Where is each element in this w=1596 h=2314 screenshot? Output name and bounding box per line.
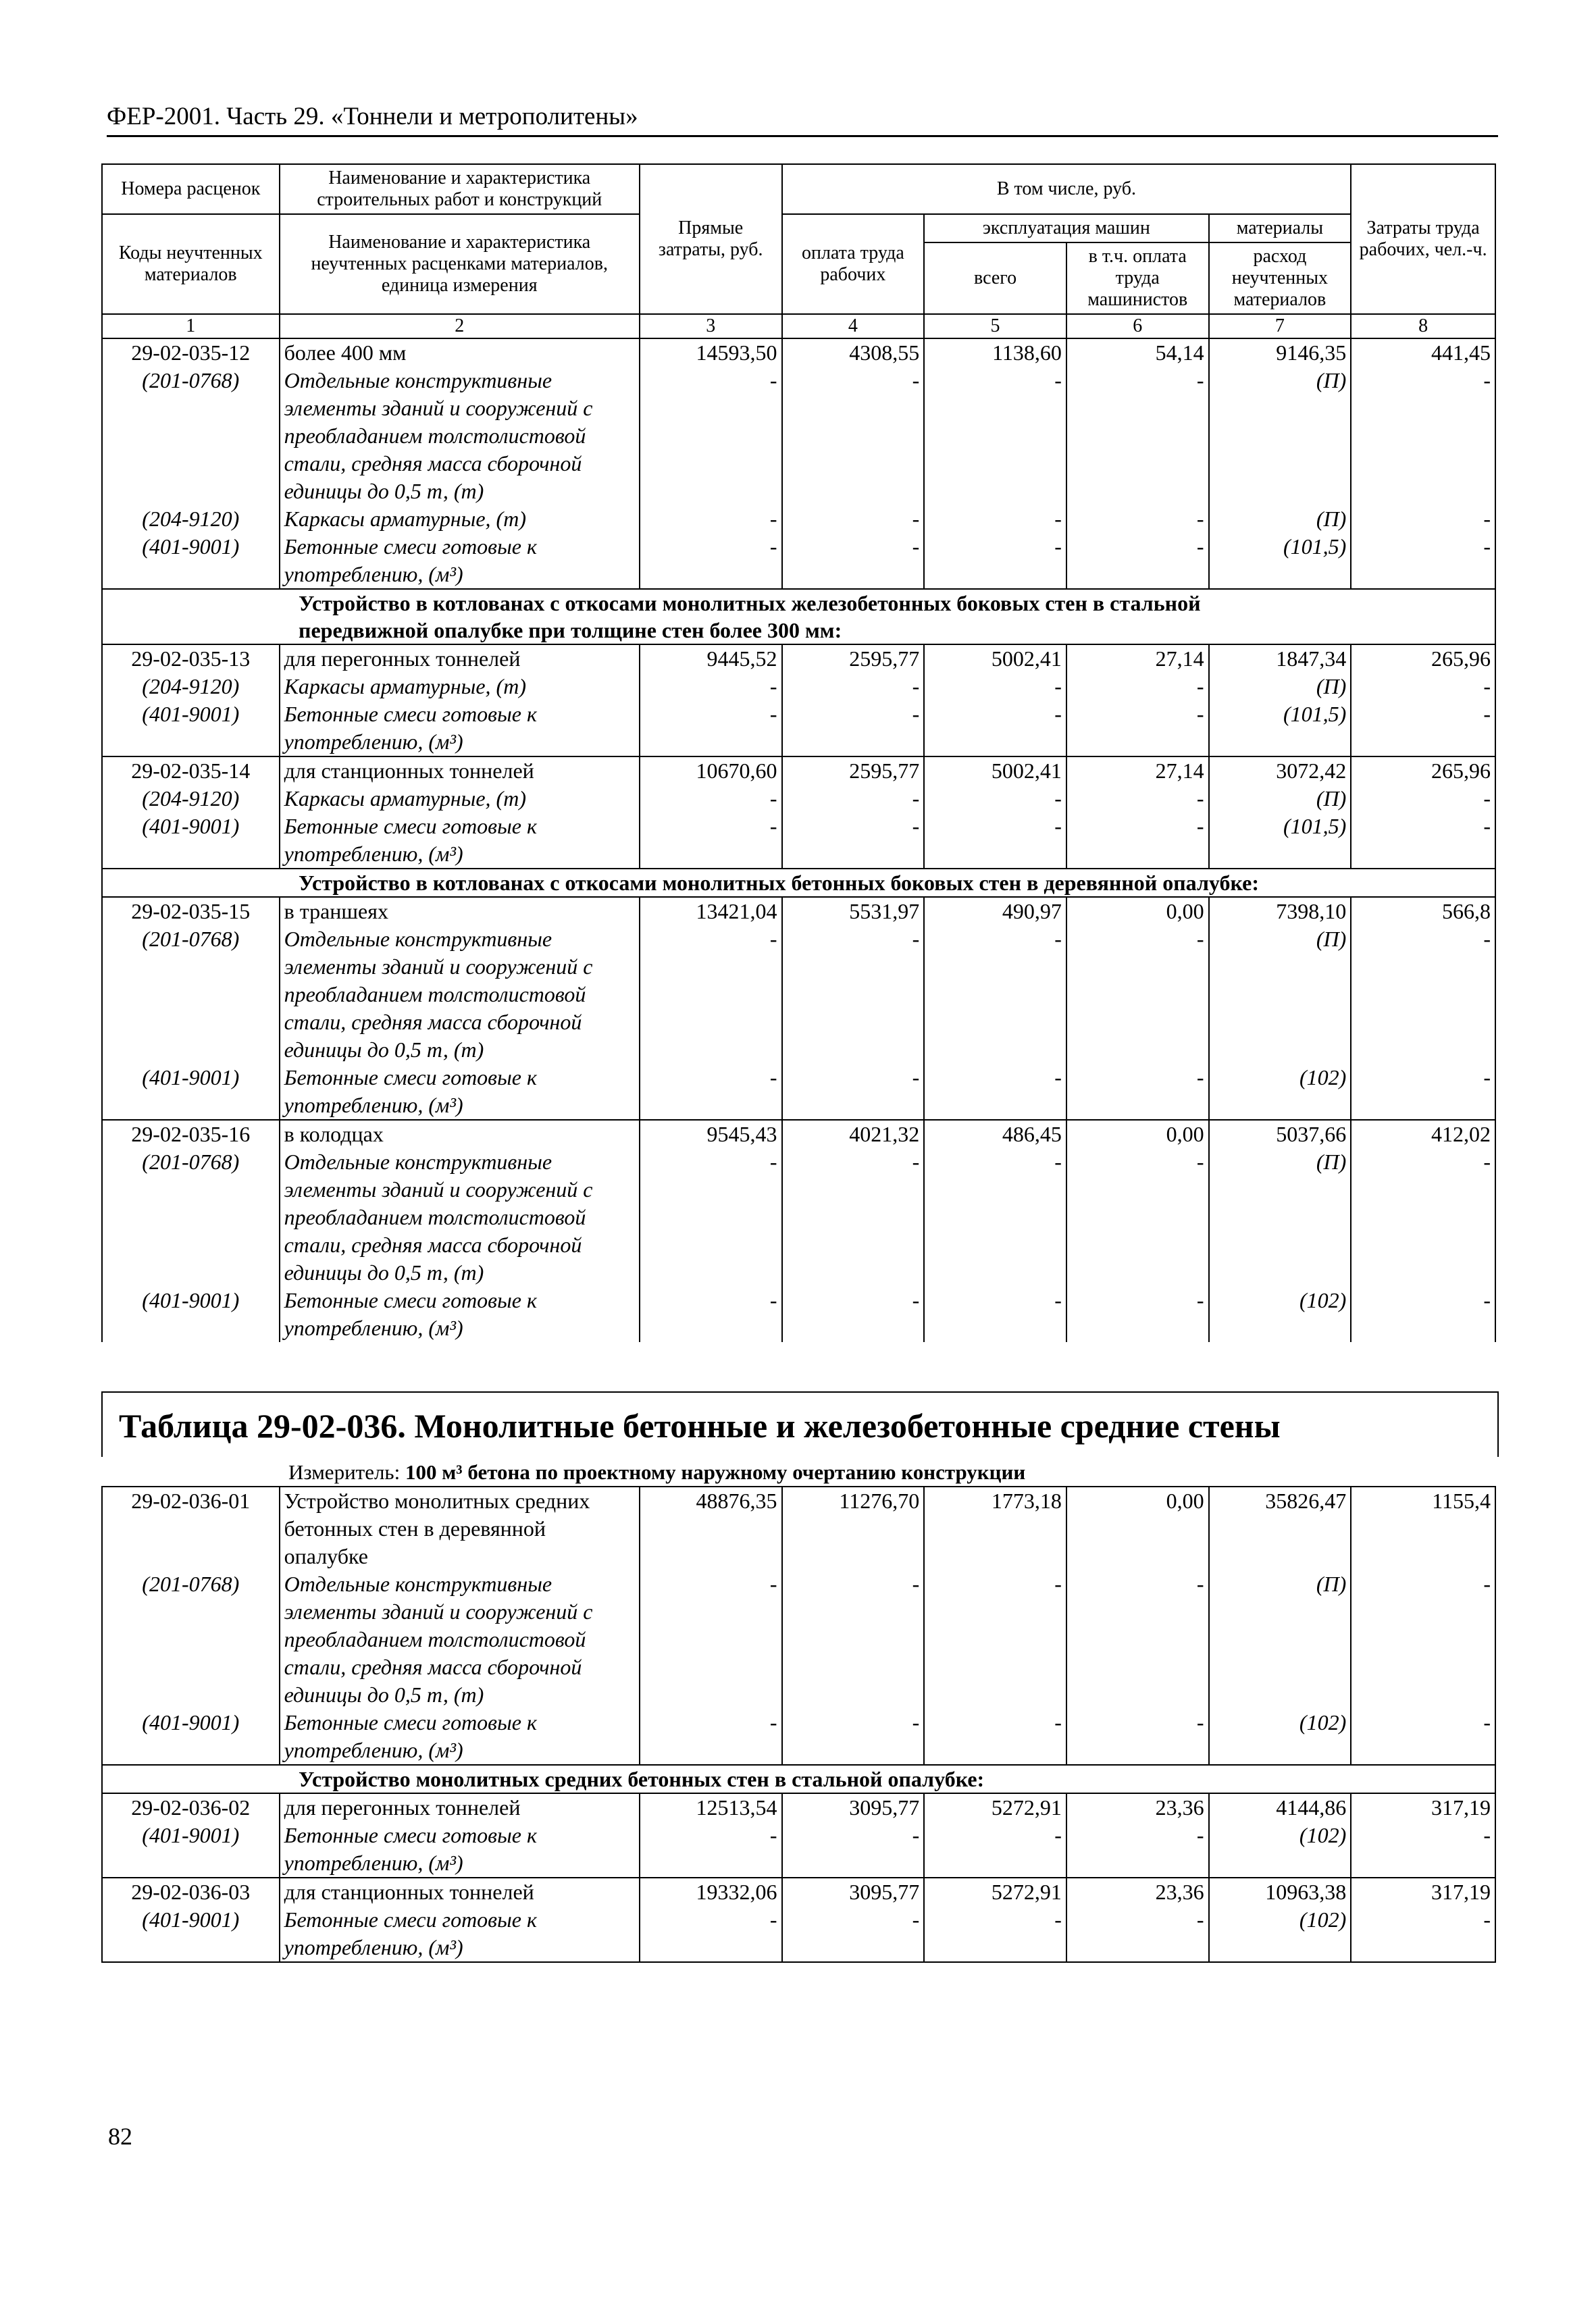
value-cell: 10670,60 [640, 756, 782, 785]
table-meter [288, 1460, 1025, 1485]
value-cell: 11276,70 [782, 1487, 925, 1570]
value-cell: - [1351, 813, 1495, 869]
material-name: Бетонные смеси готовые к употреблению, (м³) [280, 700, 640, 756]
value-cell: (102) [1209, 1064, 1352, 1120]
value-cell: - [924, 1709, 1066, 1765]
value-cell: - [1351, 1570, 1495, 1709]
value-cell: 1155,4 [1351, 1487, 1495, 1570]
value-cell: - [924, 785, 1066, 813]
value-cell: - [640, 1822, 782, 1878]
value-cell: 5272,91 [924, 1793, 1066, 1822]
value-cell: - [782, 813, 925, 869]
value-cell: 412,02 [1351, 1120, 1495, 1148]
material-row [102, 505, 1495, 533]
value-cell: - [782, 1064, 925, 1120]
material-code: (401-9001) [102, 1906, 280, 1962]
value-cell: 4308,55 [782, 338, 925, 367]
value-cell: - [1351, 1709, 1495, 1765]
value-cell: - [924, 1570, 1066, 1709]
rates-table-029-02-035 [101, 163, 1496, 1342]
material-row [102, 1709, 1495, 1765]
value-cell: 23,36 [1066, 1878, 1209, 1906]
value-cell: 265,96 [1351, 756, 1495, 785]
value-cell: - [640, 1064, 782, 1120]
value-cell: - [1066, 785, 1209, 813]
material-row [102, 1906, 1495, 1962]
value-cell: 9545,43 [640, 1120, 782, 1148]
material-code: (401-9001) [102, 1064, 280, 1120]
value-cell: - [640, 1570, 782, 1709]
rate-code: 29-02-035-14 [102, 756, 280, 785]
rate-code: 29-02-036-01 [102, 1487, 280, 1570]
value-cell: 5531,97 [782, 897, 925, 925]
material-row [102, 673, 1495, 700]
material-name: Бетонные смеси готовые к употреблению, (м³) [280, 1822, 640, 1878]
material-code: (201-0768) [102, 1570, 280, 1709]
value-cell: 27,14 [1066, 644, 1209, 673]
value-cell: - [782, 1148, 925, 1287]
value-cell: 1773,18 [924, 1487, 1066, 1570]
value-cell: - [1066, 1287, 1209, 1342]
material-code: (204-9120) [102, 673, 280, 700]
rate-row [102, 756, 1495, 785]
value-cell: - [1351, 925, 1495, 1064]
material-code: (201-0768) [102, 367, 280, 505]
col-code-bottom: Коды неучтенных материалов [102, 214, 280, 314]
value-cell: 4144,86 [1209, 1793, 1352, 1822]
rate-name: для перегонных тоннелей [280, 644, 640, 673]
meter-text: 100 м³ бетона по проектному наружному очертанию конструкции [405, 1460, 1026, 1484]
value-cell: (П) [1209, 925, 1352, 1064]
value-cell: - [1351, 1906, 1495, 1962]
value-cell: - [782, 533, 925, 589]
material-code: (401-9001) [102, 1287, 280, 1342]
value-cell: 54,14 [1066, 338, 1209, 367]
material-name: Каркасы арматурные, (т) [280, 505, 640, 533]
material-name: Отдельные конструктивные элементы зданий и сооружений с преобладанием толстолистовой стали, средняя масса сборочной единицы до 0,5 т, (т) [280, 1570, 640, 1709]
col-direct: Прямые затраты, руб. [640, 164, 782, 314]
value-cell: 5037,66 [1209, 1120, 1352, 1148]
value-cell: 12513,54 [640, 1793, 782, 1822]
material-row [102, 1570, 1495, 1709]
value-cell: (102) [1209, 1906, 1352, 1962]
material-code: (204-9120) [102, 505, 280, 533]
value-cell: (102) [1209, 1709, 1352, 1765]
col-name-top: Наименование и характеристика строительных работ и конструкций [280, 164, 640, 214]
column-number: 7 [1209, 314, 1352, 338]
value-cell: (101,5) [1209, 813, 1352, 869]
material-row [102, 925, 1495, 1064]
value-cell: - [1351, 673, 1495, 700]
column-number: 3 [640, 314, 782, 338]
value-cell: - [640, 1906, 782, 1962]
value-cell: - [1066, 1570, 1209, 1709]
material-name: Бетонные смеси готовые к употреблению, (м³) [280, 1287, 640, 1342]
value-cell: 48876,35 [640, 1487, 782, 1570]
value-cell: 27,14 [1066, 756, 1209, 785]
value-cell: (102) [1209, 1822, 1352, 1878]
value-cell: 490,97 [924, 897, 1066, 925]
column-number: 2 [280, 314, 640, 338]
material-name: Бетонные смеси готовые к употреблению, (м³) [280, 1709, 640, 1765]
material-row [102, 1287, 1495, 1342]
value-cell: 486,45 [924, 1120, 1066, 1148]
section-heading-row [102, 589, 1495, 644]
material-name: Бетонные смеси готовые к употреблению, (м³) [280, 533, 640, 589]
value-cell: - [640, 367, 782, 505]
value-cell: - [924, 505, 1066, 533]
value-cell: (101,5) [1209, 533, 1352, 589]
rate-row [102, 1487, 1495, 1570]
value-cell: 3095,77 [782, 1878, 925, 1906]
material-code: (201-0768) [102, 925, 280, 1064]
material-code: (401-9001) [102, 1822, 280, 1878]
value-cell: 566,8 [1351, 897, 1495, 925]
value-cell: - [924, 700, 1066, 756]
rate-row [102, 1793, 1495, 1822]
value-cell: - [924, 533, 1066, 589]
value-cell: - [924, 1287, 1066, 1342]
material-name: Отдельные конструктивные элементы зданий и сооружений с преобладанием толстолистовой стали, средняя масса сборочной единицы до 0,5 т, (т) [280, 925, 640, 1064]
table-body [102, 164, 1495, 1342]
value-cell: - [640, 813, 782, 869]
section-heading-row [102, 1765, 1495, 1793]
value-cell: 14593,50 [640, 338, 782, 367]
value-cell: - [1066, 925, 1209, 1064]
value-cell: - [640, 925, 782, 1064]
value-cell: - [924, 673, 1066, 700]
value-cell: - [1066, 1906, 1209, 1962]
value-cell: - [1351, 367, 1495, 505]
rate-row [102, 644, 1495, 673]
value-cell: - [640, 505, 782, 533]
value-cell: 2595,77 [782, 644, 925, 673]
section-heading: Устройство монолитных средних бетонных стен в стальной опалубке: [102, 1765, 1495, 1793]
col-unaccounted: расход неучтенных материалов [1209, 242, 1352, 314]
value-cell: (П) [1209, 1148, 1352, 1287]
value-cell: 3095,77 [782, 1793, 925, 1822]
value-cell: - [1066, 1148, 1209, 1287]
table-body [102, 1487, 1495, 1962]
value-cell: - [1066, 673, 1209, 700]
col-wages: оплата труда рабочих [782, 214, 925, 314]
material-code: (201-0768) [102, 1148, 280, 1287]
material-row [102, 1822, 1495, 1878]
meter-label: Измеритель: [288, 1460, 401, 1484]
value-cell: - [782, 505, 925, 533]
value-cell: - [640, 1148, 782, 1287]
value-cell: 7398,10 [1209, 897, 1352, 925]
value-cell: 13421,04 [640, 897, 782, 925]
value-cell: - [1351, 1822, 1495, 1878]
value-cell: - [924, 1822, 1066, 1878]
value-cell: - [782, 367, 925, 505]
rate-code: 29-02-036-02 [102, 1793, 280, 1822]
value-cell: - [782, 1709, 925, 1765]
rate-code: 29-02-035-13 [102, 644, 280, 673]
value-cell: - [1351, 1287, 1495, 1342]
value-cell: 317,19 [1351, 1878, 1495, 1906]
value-cell: 35826,47 [1209, 1487, 1352, 1570]
material-row [102, 1148, 1495, 1287]
value-cell: - [782, 925, 925, 1064]
column-number: 1 [102, 314, 280, 338]
material-code: (401-9001) [102, 1709, 280, 1765]
value-cell: 9146,35 [1209, 338, 1352, 367]
material-name: Каркасы арматурные, (т) [280, 785, 640, 813]
rate-code: 29-02-035-15 [102, 897, 280, 925]
value-cell: - [1351, 700, 1495, 756]
value-cell: (П) [1209, 785, 1352, 813]
rate-name: более 400 мм [280, 338, 640, 367]
rate-row [102, 897, 1495, 925]
rate-name: для станционных тоннелей [280, 1878, 640, 1906]
value-cell: - [924, 1148, 1066, 1287]
value-cell: - [1351, 1148, 1495, 1287]
col-materials: материалы [1209, 214, 1352, 242]
value-cell: 5002,41 [924, 756, 1066, 785]
material-row [102, 700, 1495, 756]
value-cell: - [640, 700, 782, 756]
value-cell: 19332,06 [640, 1878, 782, 1906]
value-cell: (П) [1209, 367, 1352, 505]
value-cell: - [640, 785, 782, 813]
value-cell: - [1066, 813, 1209, 869]
value-cell: - [1351, 505, 1495, 533]
value-cell: - [1066, 1709, 1209, 1765]
col-code-top: Номера расценок [102, 164, 280, 214]
column-number: 6 [1066, 314, 1209, 338]
value-cell: - [1066, 533, 1209, 589]
header-row-2 [102, 214, 1495, 242]
material-name: Каркасы арматурные, (т) [280, 673, 640, 700]
rate-code: 29-02-035-12 [102, 338, 280, 367]
col-labor: Затраты труда рабочих, чел.-ч. [1351, 164, 1495, 314]
value-cell: 0,00 [1066, 1487, 1209, 1570]
value-cell: - [1066, 1064, 1209, 1120]
rate-name: в траншеях [280, 897, 640, 925]
rate-name: для станционных тоннелей [280, 756, 640, 785]
material-row [102, 813, 1495, 869]
running-header: ФЕР-2001. Часть 29. «Тоннели и метрополитены» [107, 101, 1498, 137]
value-cell: 10963,38 [1209, 1878, 1352, 1906]
value-cell: - [924, 925, 1066, 1064]
value-cell: - [782, 785, 925, 813]
rate-row [102, 1878, 1495, 1906]
value-cell: 0,00 [1066, 1120, 1209, 1148]
value-cell: - [1066, 1822, 1209, 1878]
value-cell: 1138,60 [924, 338, 1066, 367]
value-cell: (102) [1209, 1287, 1352, 1342]
value-cell: 0,00 [1066, 897, 1209, 925]
material-code: (401-9001) [102, 813, 280, 869]
rate-row [102, 338, 1495, 367]
value-cell: - [782, 1570, 925, 1709]
section-heading: Устройство в котлованах с откосами монолитных бетонных боковых стен в деревянной опалубке: [102, 869, 1495, 897]
col-machines: эксплуатация машин [924, 214, 1208, 242]
column-number: 8 [1351, 314, 1495, 338]
value-cell: - [1066, 700, 1209, 756]
column-number: 4 [782, 314, 925, 338]
value-cell: 3072,42 [1209, 756, 1352, 785]
value-cell: - [924, 1064, 1066, 1120]
value-cell: - [782, 1822, 925, 1878]
material-row [102, 367, 1495, 505]
value-cell: (П) [1209, 1570, 1352, 1709]
column-number-row [102, 314, 1495, 338]
value-cell: 1847,34 [1209, 644, 1352, 673]
rate-name: Устройство монолитных средних бетонных стен в деревянной опалубке [280, 1487, 640, 1570]
value-cell: (101,5) [1209, 700, 1352, 756]
value-cell: - [640, 533, 782, 589]
col-machinist-wages: в т.ч. оплата труда машинистов [1066, 242, 1209, 314]
material-code: (401-9001) [102, 533, 280, 589]
material-code: (401-9001) [102, 700, 280, 756]
rate-name: в колодцах [280, 1120, 640, 1148]
value-cell: - [924, 367, 1066, 505]
value-cell: 4021,32 [782, 1120, 925, 1148]
value-cell: 2595,77 [782, 756, 925, 785]
value-cell: 5272,91 [924, 1878, 1066, 1906]
value-cell: (П) [1209, 673, 1352, 700]
material-name: Бетонные смеси готовые к употреблению, (м³) [280, 813, 640, 869]
value-cell: - [1351, 533, 1495, 589]
page-number: 82 [108, 2123, 132, 2150]
value-cell: - [1066, 505, 1209, 533]
value-cell: 317,19 [1351, 1793, 1495, 1822]
value-cell: - [1351, 785, 1495, 813]
value-cell: - [640, 1287, 782, 1342]
material-row [102, 1064, 1495, 1120]
value-cell: - [1066, 367, 1209, 505]
value-cell: - [1351, 1064, 1495, 1120]
value-cell: - [782, 673, 925, 700]
section-heading: Устройство в котлованах с откосами монолитных железобетонных боковых стен в стальной передвижной опалубке при толщине стен более 300 мм: [102, 589, 1495, 644]
value-cell: - [640, 673, 782, 700]
value-cell: - [782, 1287, 925, 1342]
section-heading-row [102, 869, 1495, 897]
material-name: Отдельные конструктивные элементы зданий и сооружений с преобладанием толстолистовой стали, средняя масса сборочной единицы до 0,5 т, (т) [280, 1148, 640, 1287]
rate-name: для перегонных тоннелей [280, 1793, 640, 1822]
value-cell: 265,96 [1351, 644, 1495, 673]
value-cell: (П) [1209, 505, 1352, 533]
rates-table-029-02-036 [101, 1486, 1496, 1963]
col-including: В том числе, руб. [782, 164, 1352, 214]
value-cell: - [782, 1906, 925, 1962]
table-029-02-036-heading [101, 1391, 1499, 1484]
value-cell: - [640, 1709, 782, 1765]
material-code: (204-9120) [102, 785, 280, 813]
col-name-bottom: Наименование и характеристика неучтенных расценками материалов, единица измерения [280, 214, 640, 314]
value-cell: 9445,52 [640, 644, 782, 673]
table-title: Таблица 29-02-036. Монолитные бетонные и железобетонные средние стены [119, 1407, 1281, 1445]
material-name: Бетонные смеси готовые к употреблению, (м³) [280, 1906, 640, 1962]
material-name: Бетонные смеси готовые к употреблению, (м³) [280, 1064, 640, 1120]
header-row-1 [102, 164, 1495, 214]
column-number: 5 [924, 314, 1066, 338]
rate-row [102, 1120, 1495, 1148]
value-cell: 23,36 [1066, 1793, 1209, 1822]
value-cell: 441,45 [1351, 338, 1495, 367]
material-row [102, 785, 1495, 813]
material-row [102, 533, 1495, 589]
material-name: Отдельные конструктивные элементы зданий и сооружений с преобладанием толстолистовой стали, средняя масса сборочной единицы до 0,5 т, (т) [280, 367, 640, 505]
value-cell: - [782, 700, 925, 756]
value-cell: - [924, 1906, 1066, 1962]
col-total: всего [924, 242, 1066, 314]
value-cell: - [924, 813, 1066, 869]
rate-code: 29-02-036-03 [102, 1878, 280, 1906]
rate-code: 29-02-035-16 [102, 1120, 280, 1148]
value-cell: 5002,41 [924, 644, 1066, 673]
